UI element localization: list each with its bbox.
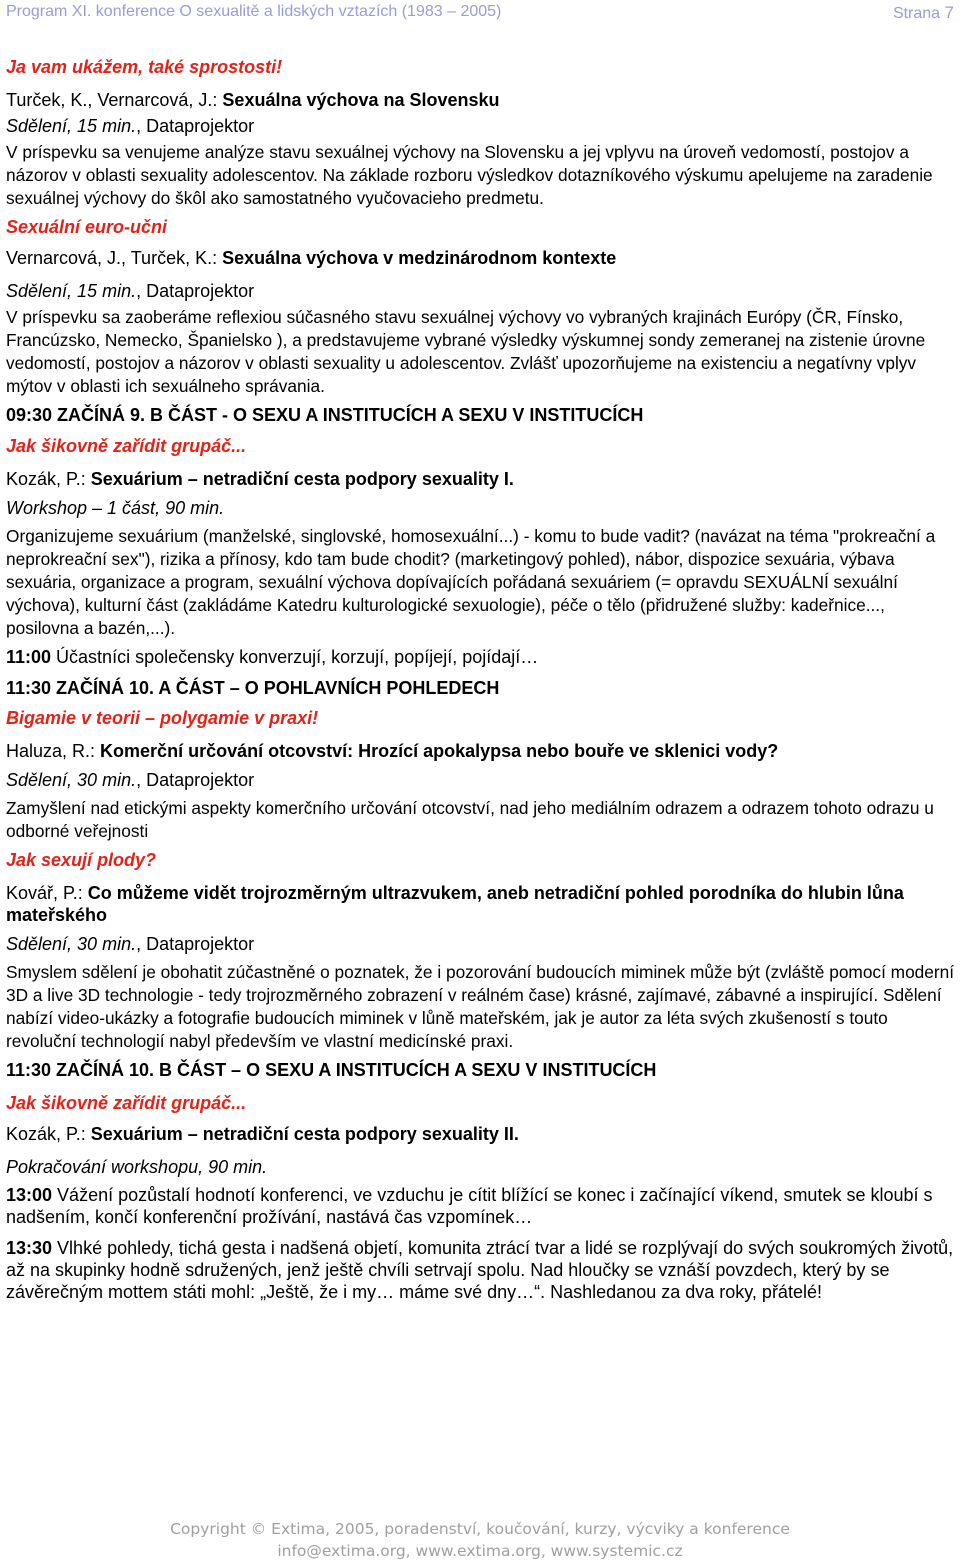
schedule-slot — [6, 1237, 960, 1303]
talk-meta — [6, 497, 960, 519]
header-title: Program XI. konference O sexualitě a lidských vztazích (1983 – 2005) — [6, 3, 502, 20]
speaker-line — [6, 740, 960, 762]
topic-heading: Bigamie v teorii – polygamie v praxi! — [6, 708, 319, 728]
footer-copyright: Copyright © Extima, 2005, poradenství, koučování, kurzy, výcviky a konference — [170, 1520, 790, 1538]
talk-format: Sdělení, 15 min. — [6, 116, 137, 136]
talk-title: Co můžeme vidět trojrozměrným ultrazvukem, aneb netradiční pohled porodníka do hlubin lůna mateřského — [6, 883, 904, 925]
talk-meta — [6, 1156, 960, 1178]
page-indicator — [893, 3, 954, 23]
talk-meta — [6, 115, 960, 137]
topic-heading: Sexuální euro-učni — [6, 217, 168, 237]
abstract-paragraph: V príspevku sa zaoberáme reflexiou súčasného stavu sexuálnej výchovy vo vybraných krajinách Európy (ČR, Fínsko, Francúzsko, Nemecko, Španielsko ), a predstavujeme vybrané výsledky výskumnej sondy zemeranej na zistenie úrovne vedomostí, postojov a názorov v oblasti sexuality u adolescentov. Zvlášť upozorňujeme na existenciu a negatívny vplyv mýtov v oblasti ich sexuálneho správania. — [6, 307, 926, 396]
speaker-line — [6, 89, 960, 111]
topic-heading: Jak šikovně zařídit grupáč... — [6, 1093, 247, 1113]
topic-heading: Ja vam ukážem, také sprostosti! — [6, 57, 283, 77]
speaker-authors: Kozák, P.: — [6, 469, 91, 489]
talk-format: Sdělení, 15 min. — [6, 281, 137, 301]
talk-format: Sdělení, 30 min. — [6, 770, 137, 790]
page-number: 7 — [944, 3, 954, 22]
footer-links: info@extima.org, www.extima.org, www.systemic.cz — [277, 1542, 683, 1560]
talk-equipment: , Dataprojektor — [136, 116, 255, 136]
page-footer — [0, 1518, 960, 1562]
topic-heading: Jak šikovně zařídit grupáč... — [6, 436, 247, 456]
schedule-slot — [6, 646, 960, 668]
slot-time: 13:30 — [6, 1238, 53, 1258]
speaker-line — [6, 247, 960, 269]
talk-format: Sdělení, 30 min. — [6, 934, 137, 954]
talk-title: Sexuárium – netradiční cesta podpory sexuality I. — [90, 469, 514, 489]
program-content — [6, 56, 960, 1314]
abstract-paragraph: Organizujeme sexuárium (manželské, singlovské, homosexuální...) - komu to bude vadit? (navázat na téma "prokreační a neprokreační sex"), rizika a přínosy, kdo tam bude chodit? (marketingový pohled), nábor, dispozice sexuária, výbava sexuária, organizace a program, sexuální výchova dopívajících pořádaná sexuáriem (= opravdu SEXUÁLNÍ sexuální výchova), kulturní část (zakládáme Katedru kulturologické sexuologie), péče o tělo (přidružené služby: kadeřnice..., posilovna a bazén,...). — [6, 526, 936, 638]
slot-time: 11:30 ZAČÍNÁ 10. B ČÁST – O SEXU A INSTITUCÍCH A SEXU V INSTITUCÍCH — [6, 1060, 657, 1080]
talk-meta — [6, 933, 960, 955]
speaker-line — [6, 1123, 960, 1145]
schedule-slot — [6, 677, 960, 699]
slot-text: Vlhké pohledy, tichá gesta i nadšená objetí, komunita ztrácí tvar a lidé se rozplývají do svých soukromých životů, až na skupinky hodně sdružených, jenž ještě chvíli setrvají spolu. Nad hloučky se vznáší povzdech, který by se závěrečným mottem státi mohl: „Ještě, že i my… máme své dny…“. Nashledanou za dva roky, přátelé! — [6, 1238, 954, 1302]
slot-time: 11:00 — [6, 647, 52, 667]
abstract-paragraph: V príspevku sa venujeme analýze stavu sexuálnej výchovy na Slovensku a jej vplyvu na úroveň vedomostí, postojov a názorov v oblasti sexuality adolescentov. Na základe rozboru výsledkov dotazníkového výskumu apelujeme na zaradenie sexuálnej výchovy do škôl ako samostatného vyučovacieho predmetu. — [6, 142, 933, 208]
slot-time: 13:00 — [6, 1185, 53, 1205]
slot-text: Vážení pozůstalí hodnotí konferenci, ve vzduchu je cítit blížící se konec i začínající víkend, smutek se kloubí s nadšením, končí konferenční prožívání, nastává čas vzpomínek… — [6, 1185, 933, 1227]
speaker-authors: Vernarcová, J., Turček, K.: — [6, 248, 223, 268]
speaker-line — [6, 882, 960, 926]
talk-title: Komerční určování otcovství: Hrozící apokalypsa nebo bouře ve sklenici vody? — [100, 741, 779, 761]
talk-meta — [6, 280, 960, 302]
talk-equipment: , Dataprojektor — [136, 281, 255, 301]
talk-equipment: , Dataprojektor — [136, 934, 255, 954]
topic-heading: Jak sexují plody? — [6, 850, 157, 870]
talk-title: Sexuálna výchova v medzinárodnom kontexte — [222, 248, 617, 268]
talk-title: Sexuárium – netradiční cesta podpory sexuality II. — [90, 1124, 519, 1144]
talk-equipment: , Dataprojektor — [136, 770, 255, 790]
slot-text: Účastníci společensky konverzují, korzují, popíjejí, pojídají… — [51, 647, 539, 667]
page-label: Strana — [892, 5, 941, 22]
abstract-paragraph: Zamyšlení nad etickými aspekty komerčního určování otcovství, nad jeho mediálním odrazem a odrazem tohoto odrazu u odborné veřejnosti — [6, 798, 934, 841]
speaker-authors: Turček, K., Vernarcová, J.: — [6, 90, 223, 110]
speaker-authors: Haluza, R.: — [6, 741, 101, 761]
schedule-slot — [6, 1059, 960, 1081]
talk-format: Pokračování workshopu, 90 min. — [6, 1157, 268, 1177]
talk-format: Workshop – 1 část, 90 min. — [6, 498, 225, 518]
schedule-slot — [6, 1184, 960, 1228]
schedule-slot — [6, 404, 960, 426]
slot-time: 09:30 ZAČÍNÁ 9. B ČÁST - O SEXU A INSTITUCÍCH A SEXU V INSTITUCÍCH — [6, 405, 644, 425]
speaker-authors: Kozák, P.: — [6, 1124, 91, 1144]
speaker-authors: Kovář, P.: — [6, 883, 88, 903]
abstract-paragraph: Smyslem sdělení je obohatit zúčastněné o poznatek, že i pozorování budoucích miminek může být (zvláště pomocí moderní 3D a live 3D technologie - tedy trojrozměrného zobrazení v reálném čase) krásné, zajímavé, zábavné a inspirující. Sdělení nabízí video-ukázky a fotografie budoucích miminek v lůně mateřském, jak je autor za léta svých zkušeností s touto revoluční technologií nabyl především ve vlastní medicínské praxi. — [6, 962, 955, 1051]
slot-time: 11:30 ZAČÍNÁ 10. A ČÁST – O POHLAVNÍCH POHLEDECH — [6, 678, 500, 698]
page-header — [6, 3, 954, 23]
talk-title: Sexuálna výchova na Slovensku — [222, 90, 500, 110]
talk-meta — [6, 769, 960, 791]
speaker-line — [6, 468, 960, 490]
